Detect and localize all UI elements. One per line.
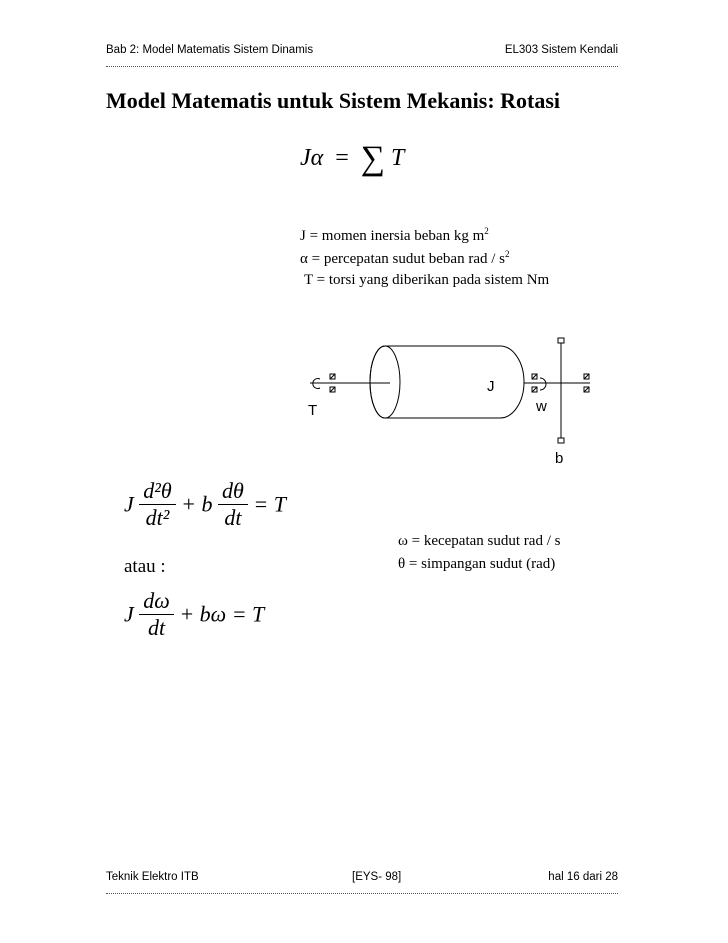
definition-J-text: J = momen inersia beban kg m bbox=[300, 228, 485, 244]
footer-right: hal 16 dari 28 bbox=[548, 871, 618, 883]
eq1-den2: dt bbox=[224, 505, 242, 530]
eq1-fraction-1 bbox=[139, 478, 175, 531]
page-title: Model Matematis untuk Sistem Mekanis: Rotasi bbox=[106, 88, 561, 113]
eq1-num1: d²θ bbox=[139, 478, 175, 505]
definition-T bbox=[304, 272, 549, 289]
header-right: EL303 Sistem Kendali bbox=[504, 44, 618, 56]
definition-alpha-sup: 2 bbox=[505, 249, 510, 259]
footer-center: [EYS- 98] bbox=[352, 871, 402, 883]
eq2-rest: + bω = T bbox=[179, 601, 265, 627]
damper-plate bbox=[558, 338, 564, 443]
sigma-symbol: ∑ bbox=[360, 140, 386, 177]
eq2-fraction bbox=[139, 588, 174, 641]
header-rule bbox=[106, 66, 618, 67]
footer-left: Teknik Elektro ITB bbox=[106, 871, 199, 883]
theta-definition: θ = simpangan sudut (rad) bbox=[398, 556, 556, 572]
label-J: J bbox=[487, 378, 495, 395]
header-left: Bab 2: Model Matematis Sistem Dinamis bbox=[106, 44, 314, 56]
equation-1 bbox=[124, 478, 286, 531]
main-eq-lhs: Jα bbox=[300, 145, 324, 171]
eq1-den1: dt² bbox=[145, 505, 170, 530]
definition-alpha-text: α = percepatan sudut beban rad / s bbox=[300, 251, 505, 267]
omega-arrow-icon bbox=[540, 378, 546, 390]
definition-alpha bbox=[300, 249, 510, 268]
label-b: b bbox=[555, 450, 564, 467]
label-w: w bbox=[536, 398, 547, 415]
definition-J-sup: 2 bbox=[484, 226, 489, 236]
main-eq-rhs: T bbox=[391, 145, 405, 171]
eq2-J: J bbox=[124, 601, 134, 627]
footer-rule bbox=[106, 893, 618, 894]
eq1-plus-b: + b bbox=[181, 491, 213, 517]
rotation-diagram bbox=[300, 330, 620, 470]
eq2-den: dt bbox=[147, 615, 166, 640]
cylinder-load bbox=[370, 346, 524, 418]
eq1-num2: dθ bbox=[218, 478, 248, 505]
definition-J bbox=[300, 226, 489, 245]
atau-label: atau : bbox=[124, 556, 166, 577]
eq2-num: dω bbox=[139, 588, 174, 615]
label-T: T bbox=[308, 402, 318, 419]
eq1-J: J bbox=[124, 491, 134, 517]
omega-definition: ω = kecepatan sudut rad / s bbox=[398, 533, 561, 549]
main-equation bbox=[300, 140, 404, 178]
eq1-fraction-2 bbox=[218, 478, 248, 531]
definition-T-text: T = torsi yang diberikan pada sistem Nm bbox=[304, 272, 550, 288]
main-eq-equals: = bbox=[335, 145, 349, 171]
eq1-rhs: = T bbox=[253, 491, 286, 517]
equation-2 bbox=[124, 588, 264, 641]
